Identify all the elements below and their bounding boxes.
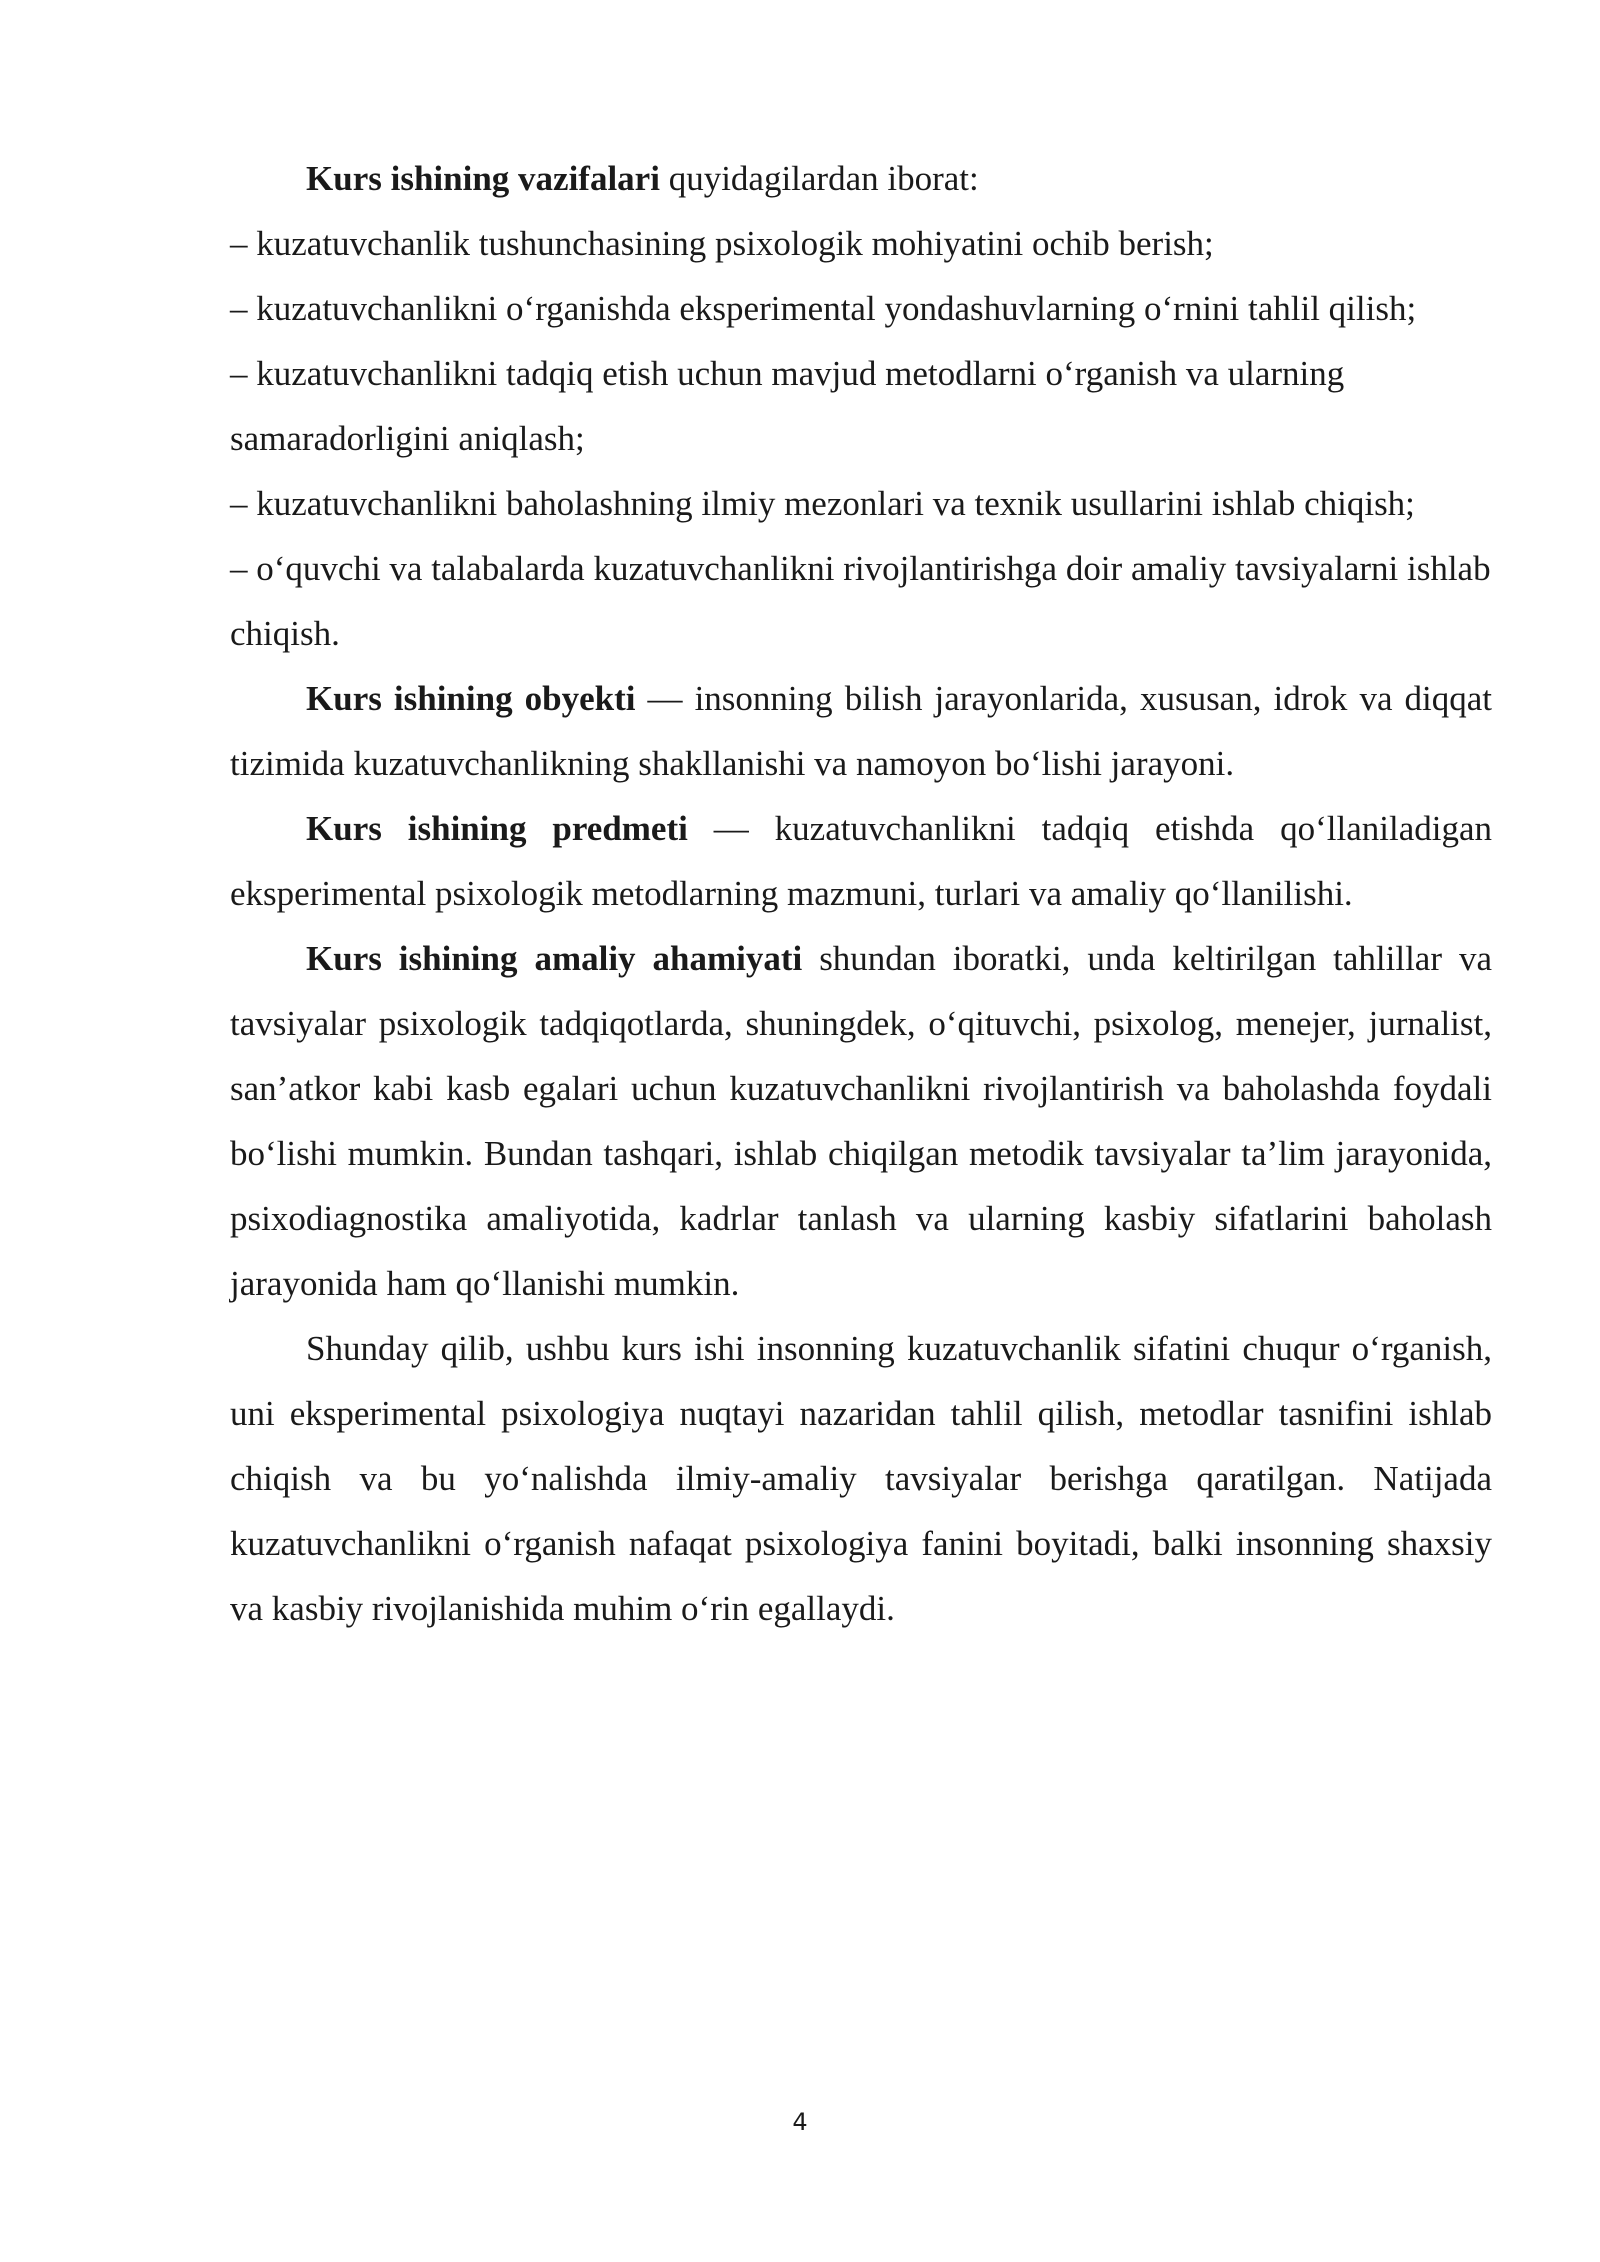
- task-item: – kuzatuvchanlikni tadqiq etish uchun mavjud metodlarni o‘rganish va ularning samaradorligini aniqlash;: [230, 354, 1345, 458]
- tasks-intro-paragraph: [230, 146, 1492, 211]
- object-heading: Kurs ishining obyekti: [306, 679, 636, 718]
- body-text: [230, 146, 1492, 1641]
- subject-heading: Kurs ishining predmeti: [306, 809, 688, 848]
- task-item: – kuzatuvchanlik tushunchasining psixologik mohiyatini ochib berish;: [230, 224, 1214, 263]
- subject-text: — kuzatuvchanlikni tadqiq etishda qo‘llaniladigan eksperimental psixologik metodlarning mazmuni, turlari va amaliy qo‘llanilishi.: [230, 809, 1492, 913]
- object-text: — insonning bilish jarayonlarida, xususan, idrok va diqqat tizimida kuzatuvchanlikning shakllanishi va namoyon bo‘lishi jarayoni.: [230, 679, 1493, 783]
- task-item: – o‘quvchi va talabalarda kuzatuvchanlikni rivojlantirishga doir amaliy tavsiyalarni ishlab chiqish.: [230, 549, 1491, 653]
- significance-heading: Kurs ishining amaliy ahamiyati: [306, 939, 803, 978]
- significance-text: shundan iboratki, unda keltirilgan tahlillar va tavsiyalar psixologik tadqiqotlarda, shuningdek, o‘qituvchi, psixolog, menejer, jurnalist, san’atkor kabi kasb egalari uchun kuzatuvchanlikni rivojlantirish va baholashda foydali bo‘lishi mumkin. Bundan tashqari, ishlab chiqilgan metodik tavsiyalar ta’lim jarayonida, psixodiagnostika amaliyotida, kadrlar tanlash va ularning kasbiy sifatlarini baholash jarayonida ham qo‘llanishi mumkin.: [230, 939, 1492, 1303]
- subject-paragraph: [230, 796, 1492, 926]
- page-number: 4: [792, 2108, 808, 2136]
- task-item: – kuzatuvchanlikni o‘rganishda eksperimental yondashuvlarning o‘rnini tahlil qilish;: [230, 289, 1417, 328]
- object-paragraph: [230, 666, 1492, 796]
- conclusion-paragraph: Shunday qilib, ushbu kurs ishi insonning kuzatuvchanlik sifatini chuqur o‘rganish, uni eksperimental psixologiya nuqtayi nazaridan tahlil qilish, metodlar tasnifini ishlab chiqish va bu yo‘nalishda ilmiy-amaliy tavsiyalar berishga qaratilgan. Natijada kuzatuvchanlikni o‘rganish nafaqat psixologiya fanini boyitadi, balki insonning shaxsiy va kasbiy rivojlanishida muhim o‘rin egallaydi.: [230, 1329, 1492, 1628]
- task-item: – kuzatuvchanlikni baholashning ilmiy mezonlari va texnik usullarini ishlab chiqish;: [230, 484, 1415, 523]
- significance-paragraph: [230, 926, 1492, 1316]
- tasks-heading: Kurs ishining vazifalari: [306, 159, 660, 198]
- tasks-intro-text: quyidagilardan iborat:: [659, 159, 979, 198]
